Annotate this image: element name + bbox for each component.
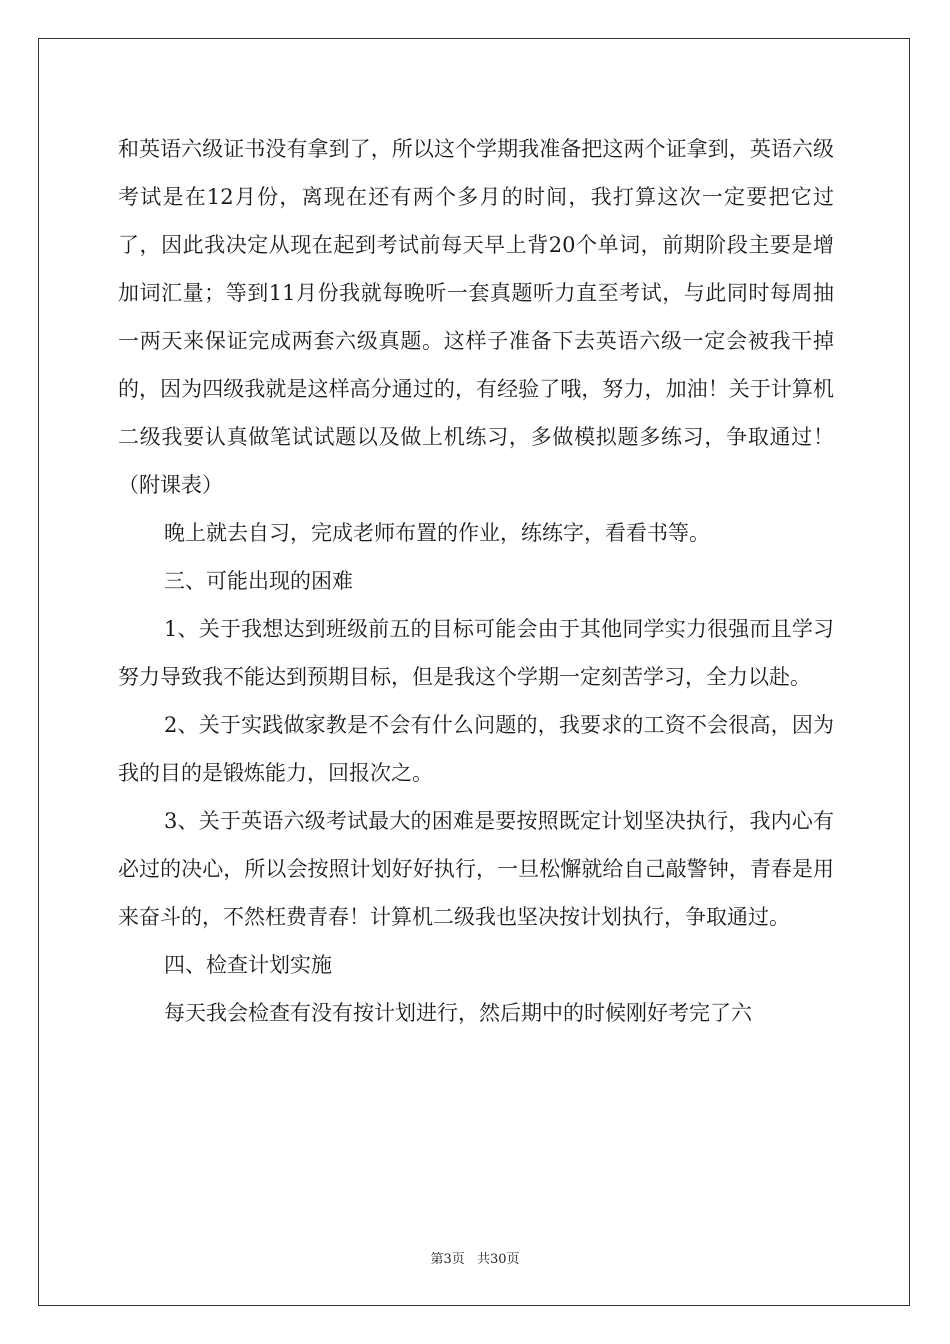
paragraph-4: 1、关于我想达到班级前五的目标可能会由于其他同学实力很强而且学习努力导致我不能达到预期目标，但是我这个学期一定刻苦学习，全力以赴。 <box>118 617 834 689</box>
paragraph-1: 和英语六级证书没有拿到了，所以这个学期我准备把这两个证拿到，英语六级考试是在12月份，离现在还有两个多月的时间，我打算这次一定要把它过了，因此我决定从现在起到考试前每天早上背20个单词，前期阶段主要是增加词汇量；等到11月份我就每晚听一套真题听力直至考试，与此同时每周抽一两天来保证完成两套六级真题。这样子准备下去英语六级一定会被我干掉的，因为四级我就是这样高分通过的，有经验了哦，努力，加油！关于计算机二级我要认真做笔试试题以及做上机练习，多做模拟题多练习，争取通过！（附课表） <box>118 137 834 497</box>
paragraph-5: 2、关于实践做家教是不会有什么问题的，我要求的工资不会很高，因为我的目的是锻炼能力，回报次之。 <box>118 713 834 785</box>
paragraph-8: 每天我会检查有没有按计划进行，然后期中的时候刚好考完了六 <box>164 1001 752 1025</box>
total-page-count: 共30页 <box>476 1252 520 1267</box>
paragraph-2: 晚上就去自习，完成老师布置的作业，练练字，看看书等。 <box>164 521 710 545</box>
document-body <box>118 125 834 1037</box>
current-page-number: 第3页 <box>430 1252 465 1267</box>
paragraph-6: 3、关于英语六级考试最大的困难是要按照既定计划坚决执行，我内心有必过的决心，所以会按照计划好好执行，一旦松懈就给自己敲警钟，青春是用来奋斗的，不然枉费青春！计算机二级我也坚决按计划执行，争取通过。 <box>118 809 834 929</box>
page-footer <box>0 1248 950 1267</box>
section-heading-4: 四、检查计划实施 <box>164 953 332 977</box>
section-heading-3: 三、可能出现的困难 <box>164 569 353 593</box>
